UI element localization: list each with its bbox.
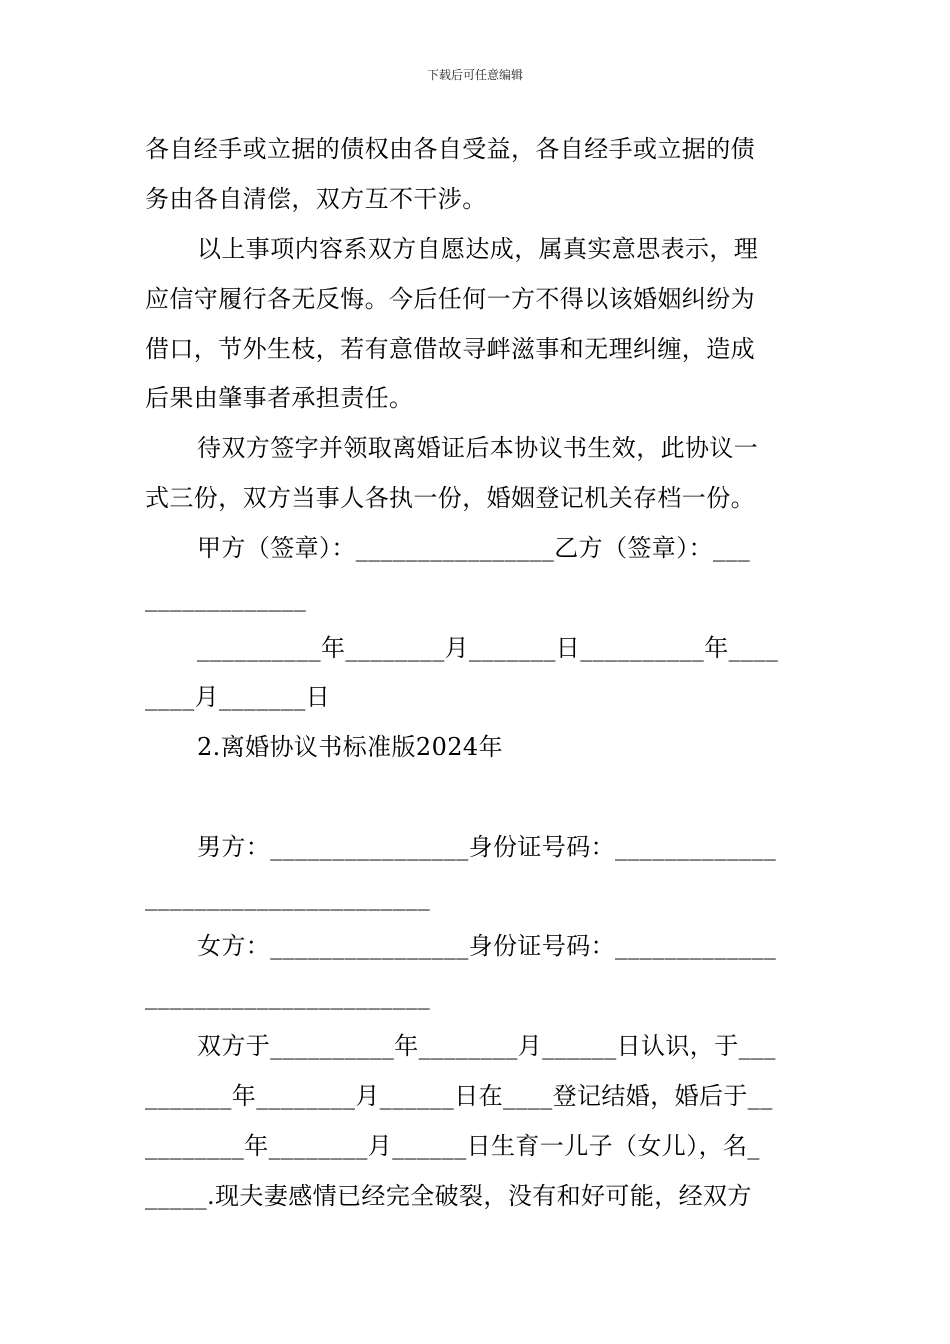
male-party-line: 男方：________________身份证号码：_____________ <box>197 833 777 861</box>
male-party-line: _______________________ <box>145 883 431 911</box>
text-line: 后果由肇事者承担责任。 <box>145 384 414 412</box>
date-line: __________年________月_______日__________年____ <box>197 634 779 662</box>
text-line: ________年________月______日生育一儿子（女儿），名_ <box>145 1132 760 1160</box>
text-line: 务由各自清偿，双方互不干涉。 <box>145 185 487 213</box>
text-line: 双方于__________年________月______日认识，于___ <box>197 1032 776 1060</box>
section-title: 2.离婚协议书标准版2024年 <box>197 733 503 761</box>
text-line: 借口，节外生枝，若有意借故寻衅滋事和无理纠缠，造成 <box>145 335 755 363</box>
page-header: 下载后可任意编辑 <box>426 68 523 82</box>
text-line: _____.现夫妻感情已经完全破裂，没有和好可能，经双方 <box>145 1182 752 1210</box>
female-party-line: 女方：________________身份证号码：_____________ <box>197 932 777 960</box>
text-line: _______年________月______日在____登记结婚，婚后于__ <box>145 1082 773 1110</box>
signature-line: _____________ <box>145 584 307 612</box>
text-line: 式三份，双方当事人各执一份，婚姻登记机关存档一份。 <box>145 484 755 512</box>
signature-line: 甲方（签章）：________________乙方（签章）：___ <box>197 534 751 562</box>
date-line: ____月_______日 <box>145 683 331 711</box>
text-line: 以上事项内容系双方自愿达成，属真实意思表示，理 <box>197 235 759 263</box>
text-line: 应信守履行各无反悔。今后任何一方不得以该婚姻纠纷为 <box>145 285 755 313</box>
text-line: 待双方签字并领取离婚证后本协议书生效，此协议一 <box>197 434 759 462</box>
female-party-line: _______________________ <box>145 982 431 1010</box>
text-line: 各自经手或立据的债权由各自受益，各自经手或立据的债 <box>145 135 755 163</box>
